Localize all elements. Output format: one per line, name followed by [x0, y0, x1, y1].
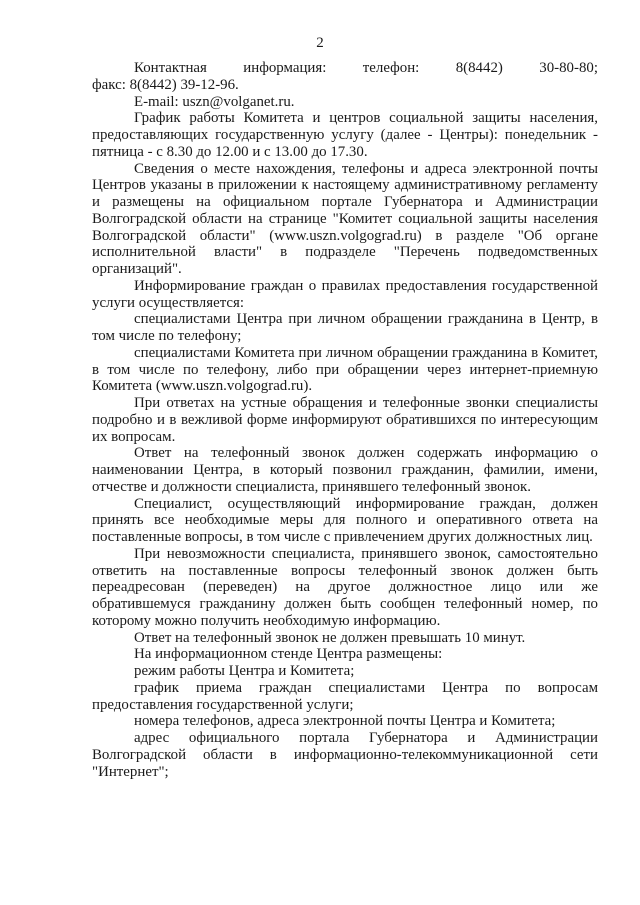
paragraph-location-info: Сведения о месте нахождения, телефоны и адреса электронной почты Центров указаны в приложении к настоящему административному регламенту и размещены на официальном портале Губернатора и Администрации Волгоградской области на странице "Комитет социальной защиты населения Волгоградской области" (www.uszn.volgograd.ru) в разделе "Об органе исполнительной власти" в подразделе "Перечень подведомственных организаций".	[92, 160, 598, 277]
contact-info-line	[134, 60, 598, 77]
paragraph-stand-phones: номера телефонов, адреса электронной почты Центра и Комитета;	[134, 713, 556, 730]
paragraph-stand-schedule: режим работы Центра и Комитета;	[134, 663, 355, 679]
paragraph-stand-intro: На информационном стенде Центра размещены:	[134, 646, 443, 663]
contact-phone-label: телефон:	[362, 60, 420, 76]
document-body	[92, 60, 598, 780]
paragraph-schedule: График работы Комитета и центров социальной защиты населения, предоставляющих государственную услугу (далее - Центры): понедельник - пятница - с 8.30 до 12.00 и с 13.00 до 17.30.	[92, 110, 598, 160]
paragraph-informing-intro: Информирование граждан о правилах предоставления государственной услуги осуществляется:	[92, 277, 598, 311]
paragraph-stand-reception: график приема граждан специалистами Центра по вопросам предоставления государственной услуги;	[92, 679, 598, 713]
paragraph-committee-specialists: специалистами Комитета при личном обращении гражданина в Комитет, в том числе по телефону, либо при обращении через интернет-приемную Комитета (www.uszn.volgograd.ru).	[92, 344, 598, 395]
paragraph-oral-answers: При ответах на устные обращения и телефонные звонки специалисты подробно и в вежливой форме информируют обратившихся по интересующим их вопросам.	[92, 395, 598, 445]
contact-info-label: информация:	[243, 60, 327, 76]
paragraph-center-specialists: специалистами Центра при личном обращении гражданина в Центр, в том числе по телефону;	[92, 311, 598, 344]
contact-label: Контактная	[134, 60, 207, 76]
page-number: 2	[316, 35, 324, 51]
paragraph-call-redirect: При невозможности специалиста, принявшего звонок, самостоятельно ответить на поставленные вопросы телефонный звонок должен быть переадресован (переведен) на другое должностное лицо или же обратившемуся гражданину должен быть сообщен телефонный номер, по которому можно получить необходимую информацию.	[92, 545, 598, 629]
contact-fax: факс: 8(8442) 39-12-96.	[92, 76, 239, 93]
contact-phone-number: 30-80-80;	[539, 60, 598, 76]
contact-email: E-mail: uszn@volganet.ru.	[134, 93, 295, 110]
paragraph-stand-portal: адрес официального портала Губернатора и Администрации Волгоградской области в информационно-телекоммуникационной сети "Интернет";	[92, 730, 598, 780]
paragraph-specialist-measures: Специалист, осуществляющий информирование граждан, должен принять все необходимые меры для полного и оперативного ответа на поставленные вопросы, в том числе с привлечением других должностных лиц.	[92, 495, 598, 545]
contact-phone-code: 8(8442)	[455, 60, 503, 76]
paragraph-call-duration: Ответ на телефонный звонок не должен превышать 10 минут.	[134, 629, 526, 646]
paragraph-phone-answer-content: Ответ на телефонный звонок должен содержать информацию о наименовании Центра, в который позвонил гражданин, фамилии, имени, отчестве и должности специалиста, принявшего телефонный звонок.	[92, 445, 598, 495]
